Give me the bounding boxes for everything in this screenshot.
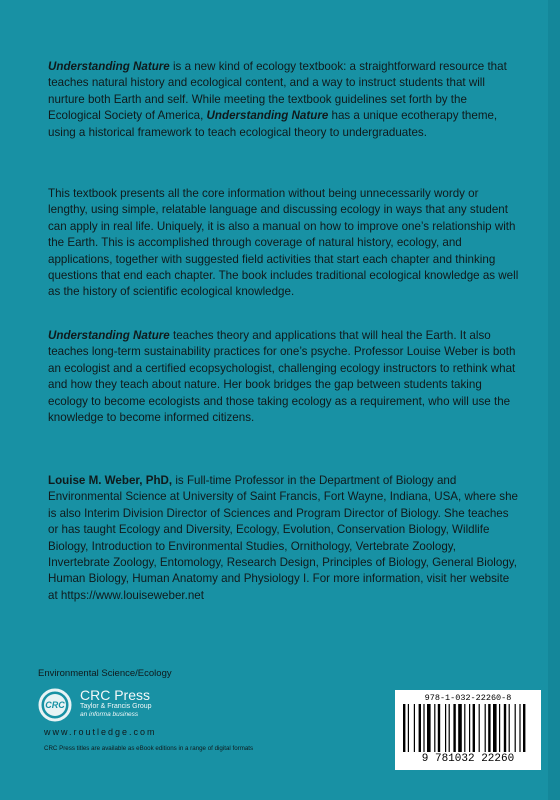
ebook-note: CRC Press titles are available as eBook editions in a range of digital formats <box>44 745 254 752</box>
barcode-bar <box>504 704 506 752</box>
isbn-barcode <box>395 690 541 770</box>
barcode-bar <box>515 704 516 752</box>
barcode-bar <box>473 704 475 752</box>
barcode-bar <box>523 704 525 752</box>
barcode-bar <box>499 704 500 752</box>
book-title: Understanding Nature <box>48 60 170 73</box>
barcode-bar <box>423 704 424 752</box>
barcode-bar <box>427 704 431 752</box>
barcode-bar <box>469 704 470 752</box>
barcode-bar <box>449 704 450 752</box>
publisher-group: Taylor & Francis Group <box>80 703 152 710</box>
barcode-bar <box>453 704 455 752</box>
barcode-bar <box>488 704 490 752</box>
barcode-bar <box>434 704 435 752</box>
barcode-bar <box>519 704 520 752</box>
publisher-name: CRC Press <box>80 687 151 703</box>
author-name: Louise M. Weber, PhD, <box>48 474 173 487</box>
barcode-bar <box>419 704 421 752</box>
author-bio-text: is Full-time Professor in the Department of Biology and Environmental Science at University of Saint Francis, Fort Wayne, Indiana, USA, where she is also Interim Division Director of Sciences and Program Director of Biology. She teaches or has taught Ecology and Diversity, Ecology, Evolution, Conservation Biology, Wildlife Biology, Introduction to Environmental Studies, Ornithology, Vertebrate Zoology, Invertebrate Zoology, Entomology, Research Design, Principles of Biology, General Biology, Human Biology, Human Anatomy and Physiology I. For more information, visit her website at https://www.louiseweber.net <box>48 474 518 602</box>
barcode-bar <box>509 704 510 752</box>
barcode-icon <box>401 704 535 752</box>
author-bio <box>48 473 520 604</box>
barcode-bar <box>438 704 440 752</box>
isbn-digits: 9 781032 22260 <box>421 753 515 765</box>
publisher-subtitle: an informa business <box>80 711 139 718</box>
subject-category: Environmental Science/Ecology <box>38 668 172 679</box>
logo-text: CRC <box>45 700 65 710</box>
barcode-bar <box>414 704 415 752</box>
description-text: has a unique ecotherapy theme, using a historical framework to teach ecological theory to undergraduates. <box>48 109 498 139</box>
description-text: teaches theory and applications that will heal the Earth. It also teaches long-term sustainability practices for one’s psyche. Professor Louise Weber is both an ecologist and a certified ecopsychologist, challenging ecology instructors to rethink what and how they teach about nature. Her book bridges the gap between students taking ecology to become ecologists and those taking ecology as a requirement, who will use the knowledge to become informed citizens. <box>48 329 516 425</box>
barcode-bar <box>493 704 497 752</box>
barcode-bar <box>445 704 446 752</box>
spine-edge <box>548 0 560 800</box>
publisher-website[interactable]: www.routledge.com <box>44 727 157 737</box>
barcode-bar <box>479 704 480 752</box>
crc-logo-icon <box>38 688 72 722</box>
book-title: Understanding Nature <box>48 329 170 342</box>
barcode-bar <box>464 704 465 752</box>
description-text: is a new kind of ecology textbook: a straightforward resource that teaches natural history and ecological content, and a way to instruct students that will nurture both Earth and self. While meeting the textbook guidelines set forth by the Ecological Society of America, <box>48 60 507 123</box>
description-text: This textbook presents all the core information without being unnecessarily wordy or lengthy, using simple, relatable language and discussing ecology in ways that any student can apply in real life. Uniquely, it is also a manual on how to improve one’s relationship with the Earth. This is accomplished through coverage of natural history, ecology, and applications, together with suggested field activities that start each chapter and thinking questions that end each chapter. The book includes traditional ecological knowledge as well as the history of scientific ecological knowledge. <box>48 187 519 299</box>
barcode-bar <box>485 704 486 752</box>
barcode-bar <box>408 704 409 752</box>
isbn-number: 978-1-032-22260-8 <box>424 693 512 703</box>
barcode-bar <box>403 704 405 752</box>
barcode-bar <box>458 704 462 752</box>
description-paragraph-2 <box>48 186 520 301</box>
description-paragraph-3 <box>48 328 520 426</box>
book-title: Understanding Nature <box>206 109 329 123</box>
description-paragraph-1 <box>48 59 520 141</box>
